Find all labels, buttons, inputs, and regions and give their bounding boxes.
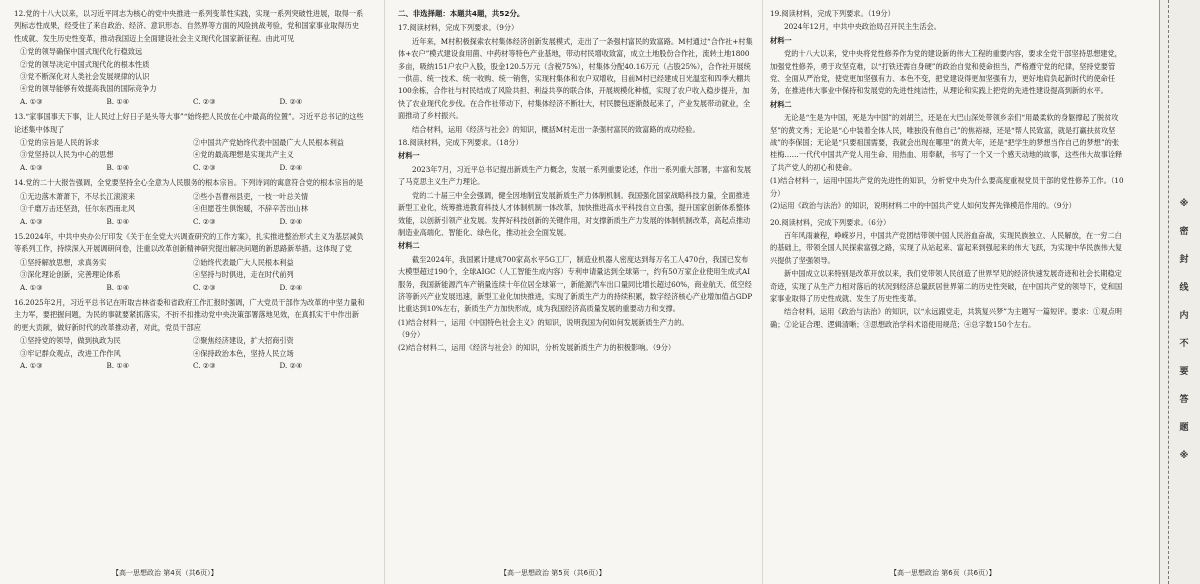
answer-choices	[20, 162, 366, 174]
choice-c: C. ②③	[193, 96, 216, 106]
choice-d: D. ②④	[279, 162, 303, 172]
option-3: ③深化理论创新，完善理论体系	[20, 270, 121, 280]
material-paragraph: 无论是“生是为中国，死是为中国”的刘胡兰，还是在大巴山深处带领乡亲们“用最柔软的身躯撑起了脱贫攻坚”的黄文秀；无论是“心中装着全体人民，唯独没有他自己”的焦裕禄，还是“帮人民致富，就是打赢扶贫攻坚战”的李保国；无论是“只要祖国需要，我就会出现在哪里”的黄大年，还是“把学生的梦想当作自己的梦想”的张桂梅……一代代中国共产党人用生命、用热血、用奉献，书写了一个又一个感天动地的故事，这些伟大故事诠释了共产党人的初心和使命。	[770, 113, 1123, 172]
question-prompt: 结合材料，运用《政治与法治》的知识，以“永远跟党走，共筑复兴梦”为主题写一篇短评。要求：①观点明确；②论证合理、逻辑清晰；③思想政治学科术语使用规范；④总字数150个左右。	[770, 307, 1122, 329]
choice-a: A. ①③	[20, 282, 43, 292]
option-2: ②聚焦经济建设，扩大招商引资	[193, 336, 294, 346]
column-page-4	[14, 8, 366, 558]
column-page-5	[398, 8, 754, 558]
choice-c: C. ②③	[193, 162, 216, 172]
option-1: ①坚持党的领导，做到执政为民	[20, 336, 121, 346]
option-3: ③党坚持以人民为中心的思想	[20, 150, 114, 160]
option-4: ④但愿苍生俱饱暖，不辞辛苦出山林	[193, 204, 309, 214]
question-stem: 18.阅读材料，完成下列要求。（18分）	[398, 138, 523, 148]
seal-dashed-line	[1168, 0, 1169, 584]
question-stem: 14.党的二十大报告强调，全党要坚持全心全意为人民服务的根本宗旨。下列诗词的寓意符合党的根本宗旨的是	[14, 178, 364, 188]
question-stem: 15.2024年，中共中央办公厅印发《关于在全党大兴调查研究的工作方案》，扎实推进整治形式主义为基层减负等系列工作，持续深入开展调研问卷，注重以改革创新精神研究提出解决问题的新思路新举措。这体现了党	[14, 231, 364, 254]
option-3: ③千磨万击还坚劲，任尔东西南北风	[20, 204, 136, 214]
question-stem: 12.党的十八大以来，以习近平同志为核心的党中央推进一系列变革性实践，实现一系列突破性进展，取得一系列标志性成果，经受住了来自政治、经济、意识形态、自然界等方面的风险挑战考验，党和国家事业取得历史性成就、发生历史性变革，推动我国迈上全面建设社会主义现代化国家新征程。由此可见	[14, 9, 364, 43]
choice-b: B. ①④	[106, 96, 130, 106]
material-paragraph: 党的十八大以来，党中央将党性修养作为党的建设新的伟大工程的重要内容，要求全党干部坚持思想建党，加强党性修养，勇于攻坚克难，以“打铁还需自身硬”的政治自觉和使命担当，严格遵守党的纪律，坚持党要管党、全面从严治党，使党更加坚强有力、本色不变，把党建设得更加坚强有力，更好地肩负起新时代的使命任务，在推进伟大事业中保持和发展党的先进性纯洁性，从理论和实践上把党的先进性建设提高到新的水平。	[770, 49, 1122, 96]
option-1: ①无边落木萧萧下，不尽长江滚滚来	[20, 191, 136, 201]
material-label: 材料二	[398, 241, 420, 251]
question-stem: 19.阅读材料，完成下列要求。（19分）	[770, 9, 895, 18]
choice-c: C. ②③	[193, 216, 216, 226]
question-14	[14, 177, 366, 228]
subquestion-2: (2)运用《政治与法治》的知识，说明材料二中的中国共产党人如何发挥先锋模范作用的。（9分）	[770, 201, 1076, 211]
option-4: ④党的领导能够有效提高我国的国际竞争力	[20, 84, 157, 94]
option-2: ②党的领导决定中国式现代化的根本性质	[20, 59, 150, 69]
material-paragraph: 近年来，M村积极探索农村集体经济创新发展模式，走出了一条强村富民的致富路。M村通过“合作社+村集体+农户”模式建设食用菌、中药材等特色产业基地，带动村民增收致富，成立土地股份合作社，流转土地1800多亩，吸纳151户农户入股，股金120.5万元（含税75%），村集体分配40.16万元（占股25%），合作社开展统一供苗、统一技术、统一收购、统一销售，实现村集体和农户双增收，目前M村已经建成日光温室和四季大棚共100余栋，合作社与村民结成了风险共担、利益共享的联合体，开展规模化种植，实现了农户收入稳步提升，加快了农业现代化步伐。在合作社带动下，村集体经济不断壮大，村民腰包逐渐鼓起来了，产业发展带动就业，全面推动了乡村振兴。	[398, 36, 753, 121]
option-4: ④党的最高理想是实现共产主义	[193, 150, 294, 160]
material-paragraph: 2023年7月，习近平总书记提出新质生产力概念，发展一系列重要论述，作出一系列重大部署，丰富和发展了马克思主义生产力理论。	[398, 164, 752, 187]
question-18	[398, 137, 754, 354]
seal-line-notice: ※ 密 封 线 内 不 要 答 题 ※	[1179, 199, 1189, 461]
choice-c: C. ②③	[193, 360, 216, 370]
question-12	[14, 8, 366, 108]
material-label: 材料一	[398, 151, 420, 161]
choice-a: A. ①③	[20, 96, 43, 106]
option-2: ②始终代表最广大人民根本利益	[193, 257, 294, 267]
question-stem: 13.“家事国事天下事，让人民过上好日子是头等大事”“始终把人民放在心中最高的位置”。习近平总书记的这些论述集中体现了	[14, 112, 364, 134]
question-17	[398, 22, 754, 136]
subquestion-1-points: （9分）	[398, 330, 425, 340]
answer-choices	[20, 96, 366, 108]
question-stem: 20.阅读材料，完成下列要求。（6分）	[770, 217, 891, 227]
choice-a: A. ①③	[20, 216, 43, 226]
column-page-6	[770, 8, 1124, 558]
answer-choices	[20, 282, 366, 294]
subquestion-1: (1)结合材料一，运用《中国特色社会主义》的知识，说明我国为何如何发展新质生产力的。	[398, 317, 689, 327]
question-stem: 16.2025年2月，习近平总书记在听取吉林省委和省政府工作汇报时强调，广大党员干部作为改革的中坚力量和主力军，要把握问题，为民的事就要紧抓落实，不折不扣推动党中央决策部署落地见效，在真抓实干中作出新的更大贡献，做好新时代的改革推动者，对此，党员干部应	[14, 297, 365, 332]
subquestion-1: (1)结合材料一，运用中国共产党的先进性的知识，分析党中央为什么要高度重视党员干部的党性修养工作。（10分）	[770, 176, 1124, 198]
question-20	[770, 217, 1124, 332]
option-1: ①党的宗旨是人民的诉求	[20, 138, 100, 148]
column-divider	[762, 0, 763, 584]
material-label: 材料二	[770, 99, 792, 109]
binding-margin	[1159, 0, 1200, 584]
choice-a: A. ①③	[20, 360, 43, 370]
choice-b: B. ①④	[106, 282, 130, 292]
question-16	[14, 297, 366, 372]
section-title: 二、非选择题：本题共4题，共52分。	[398, 9, 525, 18]
choice-d: D. ②④	[279, 360, 303, 370]
option-2: ②些小吾曹州县吏，一枝一叶总关情	[193, 191, 309, 201]
question-15	[14, 231, 366, 294]
material-paragraph: 党的二十届三中全会强调，健全因地制宜发展新质生产力体制机制。我国强化国家战略科技力量，全面推进新型工业化，统筹推进教育科技人才体制机制一体改革，加快推进高水平科技自立自强，提升国家创新体系整体效能，以创新引领产业发展。发挥好科技创新的关键作用，对支撑新质生产力发展的体制机制改革，高起点推动制造业高端化、智能化、绿色化，推动社会全面发展。	[398, 190, 751, 237]
choice-b: B. ①④	[106, 162, 130, 172]
choice-b: B. ①④	[106, 360, 130, 370]
option-3: ③牢记群众观点，改进工作作风	[20, 348, 121, 358]
question-stem: 17.阅读材料，完成下列要求。（9分）	[398, 23, 519, 33]
answer-choices	[20, 216, 366, 228]
question-prompt: 结合材料，运用《经济与社会》的知识，概括M村走出一条强村富民的致富路的成功经验。	[412, 124, 700, 134]
option-1: ①党的领导确保中国式现代化行稳致远	[20, 47, 143, 57]
option-2: ②中国共产党始终代表中国最广大人民根本利益	[193, 138, 344, 148]
page-footer: 【高一思想政治 第4页（共6页）】	[112, 569, 218, 577]
option-4: ④坚持与时俱进，走在时代前列	[193, 270, 294, 280]
material-label: 材料一	[770, 35, 792, 45]
choice-b: B. ①④	[106, 216, 130, 226]
subquestion-2: (2)结合材料二，运用《经济与社会》的知识，分析发展新质生产力的积极影响。（9分）	[398, 342, 676, 352]
choice-d: D. ②④	[279, 282, 303, 292]
intro-line: 2024年12月，中共中央政治局召开民主生活会。	[784, 22, 941, 32]
material-paragraph: 新中国成立以来特别是改革开放以来，我们党带领人民创造了世界罕见的经济快速发展奇迹和社会长期稳定奇迹，实现了从生产力相对落后的状况到经济总量跃居世界第二的历史性突破，在中国共产党的领导下，党和国家事业取得了历史性成就、发生了历史性变革。	[770, 269, 1123, 303]
choice-c: C. ②③	[193, 282, 216, 292]
material-paragraph: 截至2024年，我国累计建成700家高水平5G工厂，制造业机器人密度达到每万名工人470台，我国已发布大模型超过190个，全球AIGC（人工智能生成内容）专利申请量达到全球第一，约有50万家企业使用生成式AI服务，我国新能源汽车产销量连续十年位居全球第一，新能源汽车出口量同比增长超过60%，商业航天、低空经济等新兴产业发展迅速，新型工业化加快推进，实现了新质生产力的持续积累，数字经济核心产业增加值占GDP比重达到10%左右，新质生产力加快形成，成为我国经济高质量发展的重要动力和支撑。	[398, 254, 753, 314]
option-4: ④保持政治本色，坚持人民立场	[193, 348, 294, 358]
choice-d: D. ②④	[279, 96, 303, 106]
page-footer: 【高一思想政治 第5页（共6页）】	[500, 569, 606, 577]
option-3: ③党不断深化对人类社会发展规律的认识	[20, 72, 150, 82]
choice-a: A. ①③	[20, 162, 43, 172]
page-footer: 【高一思想政治 第6页（共6页）】	[890, 569, 996, 577]
question-13	[14, 111, 366, 174]
column-divider	[384, 0, 385, 584]
answer-choices	[20, 360, 366, 372]
question-19	[770, 8, 1124, 213]
material-paragraph: 百年风雨兼程，峥嵘岁月，中国共产党团结带领中国人民浴血奋战，实现民族独立、人民解放，在一穷二白的基础上，带领全国人民探索富强之路，实现了从站起来、富起来到强起来的伟大飞跃，为实现中华民族伟大复兴提供了坚强领导。	[770, 230, 1123, 265]
option-1: ①坚持解放思想，求真务实	[20, 257, 107, 267]
choice-d: D. ②④	[279, 216, 303, 226]
